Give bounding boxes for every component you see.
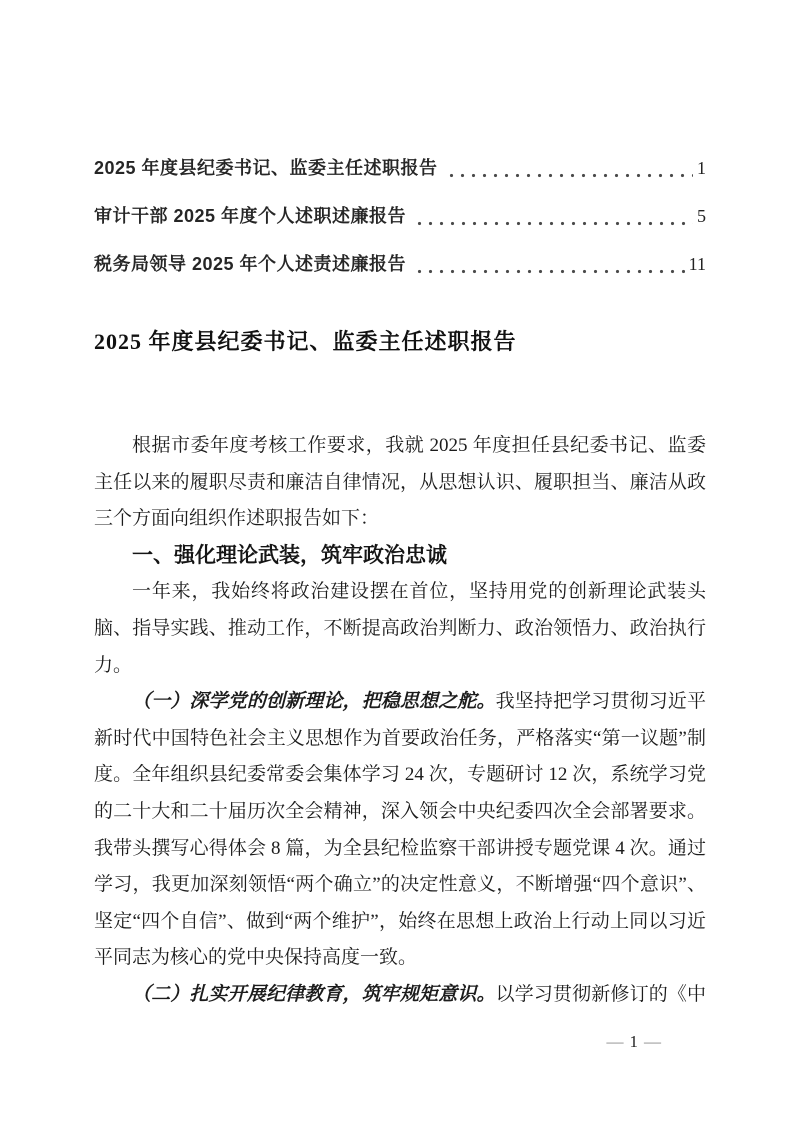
- toc-entry-page-number: 1: [697, 158, 706, 178]
- section-1-item-2-lead: （二）扎实开展纪律教育，筑牢规矩意识。: [132, 983, 496, 1005]
- section-1-item-1-lead: （一）深学党的创新理论，把稳思想之舵。: [132, 691, 496, 713]
- toc-dot-leader: [446, 144, 693, 192]
- section-1-item-1-paragraph: [94, 684, 706, 977]
- toc-entry-title: 2025 年度县纪委书记、监委主任述职报告: [94, 158, 438, 178]
- toc-entry[interactable]: [94, 240, 706, 288]
- section-1-overview-paragraph: 一年来，我始终将政治建设摆在首位，坚持用党的创新理论武装头脑、指导实践、推动工作，不断提高政治判断力、政治领悟力、政治执行力。: [94, 581, 706, 676]
- toc-entry[interactable]: [94, 144, 706, 192]
- toc-entry-title: 税务局领导 2025 年个人述责述廉报告: [94, 254, 407, 274]
- footer-page-number: 1: [629, 1032, 638, 1051]
- paragraph-intro: 根据市委年度考核工作要求，我就 2025 年度担任县纪委书记、监委主任以来的履职尽责和廉洁自律情况，从思想认识、履职担当、廉洁从政三个方面向组织作述职报告如下：: [94, 435, 706, 530]
- page-content: [94, 0, 706, 1014]
- toc-dot-leader: [414, 192, 693, 240]
- page-number-footer: [601, 1032, 668, 1052]
- toc-entry[interactable]: [94, 192, 706, 240]
- section-1-heading: 一、强化理论武装，筑牢政治忠诚: [132, 543, 447, 567]
- footer-right-dash: —: [644, 1032, 661, 1051]
- toc-entry-page-number: 5: [697, 206, 706, 226]
- toc-entry-title: 审计干部 2025 年度个人述职述廉报告: [94, 206, 407, 226]
- document-body: [94, 428, 706, 1014]
- toc-entry-page-number: 11: [688, 254, 706, 274]
- section-1-item-2-paragraph: [94, 977, 706, 1014]
- footer-left-dash: —: [606, 1032, 624, 1051]
- document-title: 2025 年度县纪委书记、监委主任述职报告: [94, 329, 517, 354]
- section-1-item-2-text: 以学习贯彻新修订的《中: [495, 983, 706, 1005]
- toc-dot-leader: [414, 240, 685, 288]
- section-1-item-1-text: 我坚持把学习贯彻习近平新时代中国特色社会主义思想作为首要政治任务，严格落实“第一议题”制度。全年组织县纪委常委会集体学习 24 次，专题研讨 12 次，系统学习党的二十大和二十届历次全会精神，深入领会中央纪委四次全会部署要求。我带头撰写心得体会 8 篇，为全县纪检监察干部讲授专题党课 4 次。通过学习，我更加深刻领悟“两个确立”的决定性意义，不断增强“四个意识”、坚定“四个自信”、做到“两个维护”，始终在思想上政治上行动上同以习近平同志为核心的党中央保持高度一致。: [94, 691, 706, 969]
- table-of-contents: [94, 0, 706, 288]
